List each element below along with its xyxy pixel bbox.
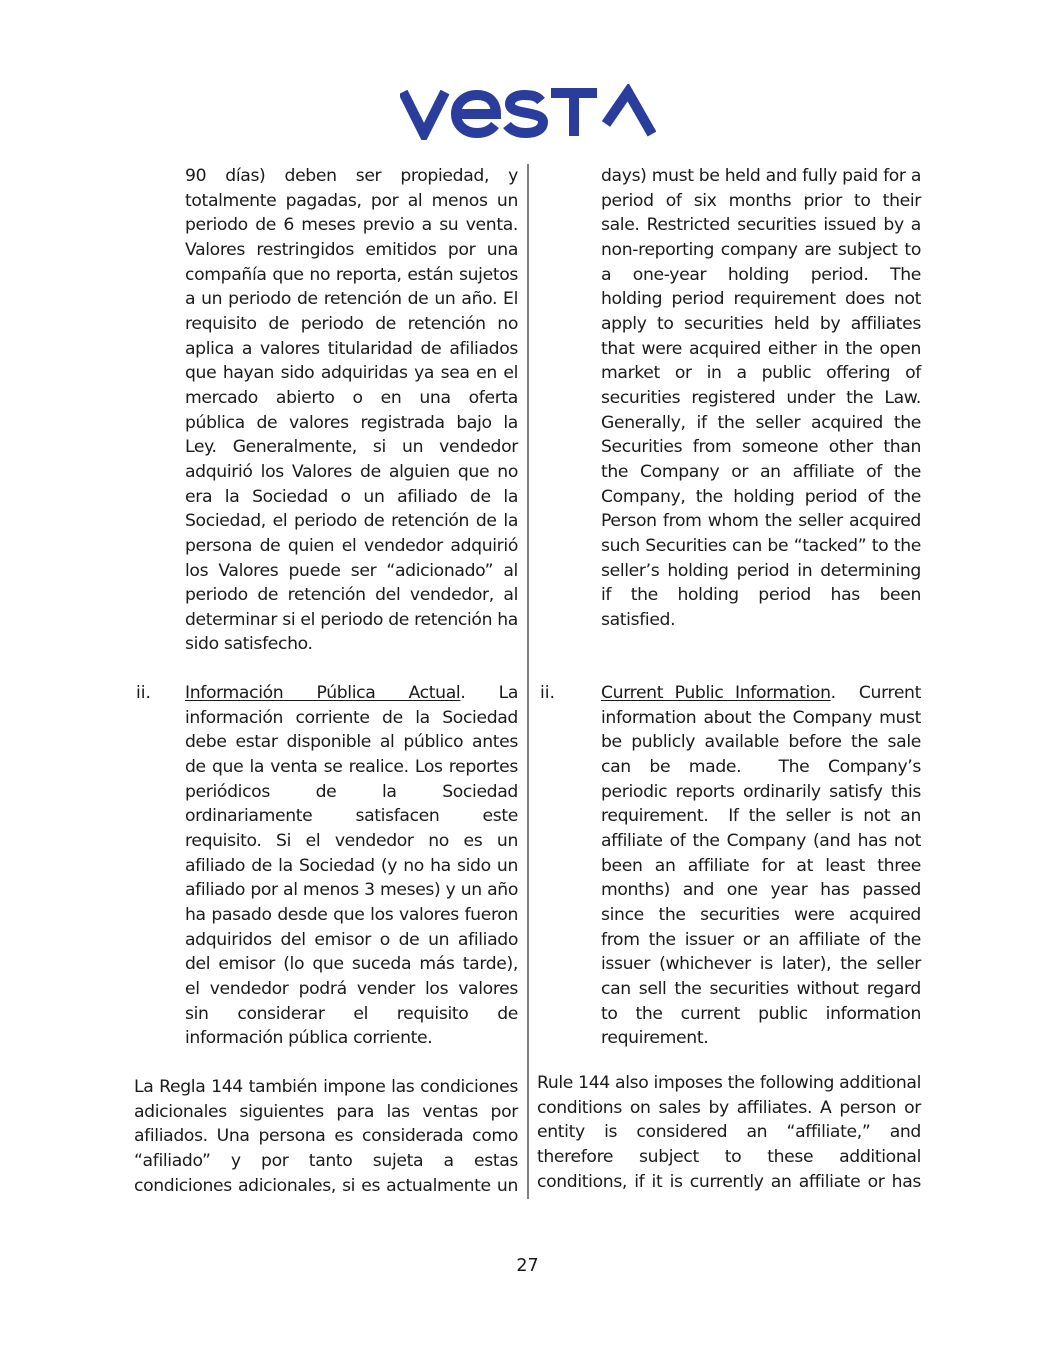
left-closing-block bbox=[134, 1075, 518, 1198]
left-item-ii-body: La información corriente de la Sociedad debe estar disponible al público antes de que la venta se realice. Los reportes periódicos de la Sociedad ordinariamente satisfacen este requisito. Si el vendedor no es un afiliado de la Sociedad (y no ha sido un afiliado por al menos 3 meses) y un año ha pasado desde que los valores fueron adquiridos del emisor o de un afiliado del emisor (lo que suceda más tarde), el vendedor podrá vender los valores sin considerar el requisito de información pública corriente. bbox=[185, 683, 518, 1049]
right-item-ii-heading: Current Public Information bbox=[601, 683, 831, 703]
left-item-ii bbox=[185, 681, 518, 1051]
left-item-ii-heading: Información Pública Actual bbox=[185, 683, 461, 703]
vesta-logo-icon bbox=[400, 84, 656, 140]
left-item-ii-paragraph: Información Pública Actual. La información corriente de la Sociedad debe estar disponible al público antes de que la venta se realice. Los reportes periódicos de la Sociedad ordinariamente satisfacen este requisito. Si el vendedor no es un afiliado de la Sociedad (y no ha sido un afiliado por al menos 3 meses) y un año ha pasado desde que los valores fueron adquiridos del emisor o de un afiliado del emisor (lo que suceda más tarde), el vendedor podrá vender los valores sin considerar el requisito de información pública corriente. bbox=[185, 683, 518, 1049]
right-item-ii-paragraph: Current Public Information. Current information about the Company must be publicly available before the sale can be made. The Company’s periodic reports ordinarily satisfy this requirement. If the seller is not an affiliate of the Company (and has not been an affiliate for at least three months) and one year has passed since the securities were acquired from the issuer or an affiliate of the issuer (whichever is later), the seller can sell the securities without regard to the current public information requirement. bbox=[601, 683, 927, 1049]
left-item-ii-marker: ii. bbox=[136, 683, 152, 703]
right-continuation-paragraph: days) must be held and fully paid for a period of six months prior to their sale. Restricted securities issued by a non-reporting company are subject to a one-year holding period. The holding period requirement does not apply to securities held by affiliates that were acquired either in the open market or in a public offering of securities registered under the Law. Generally, if the seller acquired the Securities from someone other than the Company or an affiliate of the Company, the holding period of the Person from whom the seller acquired such Securities can be “tacked” to the seller’s holding period in determining if the holding period has been satisfied. bbox=[601, 166, 921, 630]
right-item-ii-body: Current information about the Company must be publicly available before the sale can be made. The Company’s periodic reports ordinarily satisfy this requirement. If the seller is not an affiliate of the Company (and has not been an affiliate for at least three months) and one year has passed since the securities were acquired from the issuer or an affiliate of the issuer (whichever is later), the seller can sell the securities without regard to the current public information requirement. bbox=[601, 683, 927, 1049]
left-closing-paragraph: La Regla 144 también impone las condiciones adicionales siguientes para las ventas por afiliados. Una persona es considerada como “afiliado” y por tanto sujeta a estas condiciones adicionales, si es actualmente un bbox=[134, 1077, 518, 1196]
right-continuation-block bbox=[601, 164, 921, 632]
right-closing-block bbox=[537, 1071, 921, 1194]
right-item-ii-marker: ii. bbox=[540, 683, 556, 703]
column-divider bbox=[527, 164, 529, 1199]
page-number: 27 bbox=[516, 1256, 539, 1276]
left-continuation-paragraph: 90 días) deben ser propiedad, y totalmente pagadas, por al menos un periodo de 6 meses previo a su venta. Valores restringidos emitidos por una compañía que no reporta, están sujetos a un periodo de retención de un año. El requisito de periodo de retención no aplica a valores titularidad de afiliados que hayan sido adquiridas ya sea en el mercado abierto o en una oferta pública de valores registrada bajo la Ley. Generalmente, si un vendedor adquirió los Valores de alguien que no era la Sociedad o un afiliado de la Sociedad, el periodo de retención de la persona de quien el vendedor adquirió los Valores puede ser “adicionado” al periodo de retención del vendedor, al determinar si el periodo de retención ha sido satisfecho. bbox=[185, 166, 518, 655]
right-item-ii bbox=[601, 681, 927, 1051]
right-closing-paragraph: Rule 144 also imposes the following additional conditions on sales by affiliates. A person or entity is considered an “affiliate,” and therefore subject to these additional conditions, if it is currently an affiliate or has bbox=[537, 1073, 921, 1192]
vesta-logo bbox=[0, 84, 1055, 140]
left-continuation-block bbox=[185, 164, 518, 657]
